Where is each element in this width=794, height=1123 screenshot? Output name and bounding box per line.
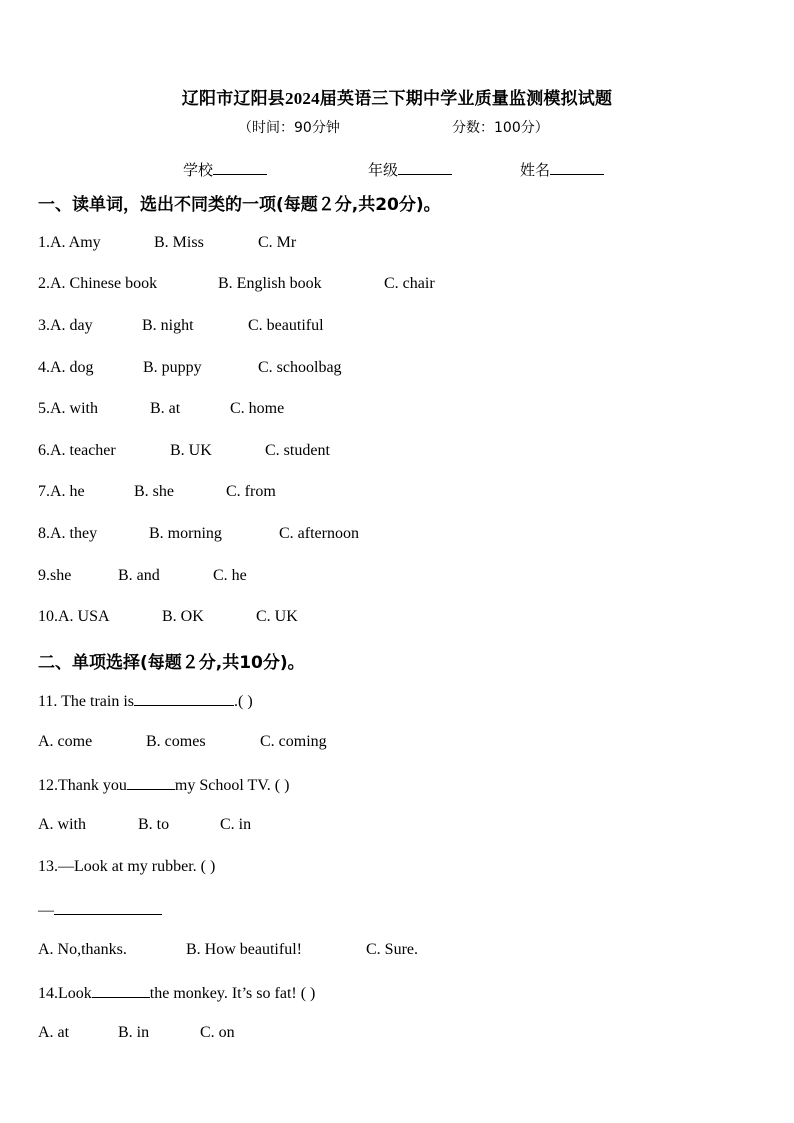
option-a: A. Amy bbox=[50, 234, 101, 251]
option-a: A. dog bbox=[50, 359, 94, 376]
option-a: A. they bbox=[50, 525, 98, 542]
option-c: C. Mr bbox=[258, 234, 297, 251]
question-13-answer-line bbox=[38, 898, 162, 920]
option-b: B. UK bbox=[170, 442, 212, 459]
option-c: C. he bbox=[213, 567, 247, 584]
q14-stem-end: the monkey. It’s so fat! ( ) bbox=[149, 985, 316, 1002]
q12-stem-start: 12.Thank you bbox=[38, 777, 127, 794]
exam-time: （时间：90分钟 bbox=[238, 120, 340, 136]
option-c: C. in bbox=[220, 816, 252, 833]
question-3 bbox=[38, 315, 324, 337]
option-b: B. night bbox=[142, 317, 194, 334]
option-c: C. chair bbox=[384, 275, 435, 292]
q-num: 3. bbox=[38, 317, 50, 334]
q-num: 4. bbox=[38, 359, 50, 376]
q14-stem-start: 14.Look bbox=[38, 985, 92, 1002]
q-num: 6. bbox=[38, 442, 50, 459]
option-b: B. she bbox=[134, 483, 174, 500]
q14-blank[interactable] bbox=[92, 981, 150, 998]
school-field bbox=[183, 159, 267, 180]
exam-score: 分数：100分） bbox=[452, 120, 549, 136]
option-a: A. teacher bbox=[50, 442, 116, 459]
question-2 bbox=[38, 273, 435, 295]
q11-stem-end: .( ) bbox=[233, 693, 253, 710]
q13-dash: — bbox=[38, 902, 54, 919]
option-a: A. at bbox=[38, 1024, 70, 1041]
option-b: B. How beautiful! bbox=[186, 941, 302, 958]
option-a: A. day bbox=[50, 317, 93, 334]
question-5 bbox=[38, 398, 284, 420]
option-a: A. No,thanks. bbox=[38, 941, 127, 958]
question-14-stem bbox=[38, 981, 315, 1003]
option-a: she bbox=[50, 567, 72, 584]
q11-stem-start: 11. The train is bbox=[38, 693, 134, 710]
option-b: B. OK bbox=[162, 608, 204, 625]
q-num: 1. bbox=[38, 234, 50, 251]
section-1-heading: 一、读单词，选出不同类的一项(每题２分,共20分)。 bbox=[38, 195, 441, 215]
name-field bbox=[520, 159, 604, 180]
option-c: C. beautiful bbox=[248, 317, 324, 334]
option-a: A. come bbox=[38, 733, 93, 750]
option-c: C. home bbox=[230, 400, 285, 417]
name-label: 姓名 bbox=[520, 161, 551, 179]
question-8 bbox=[38, 523, 359, 545]
option-b: B. comes bbox=[146, 733, 206, 750]
option-b: B. and bbox=[118, 567, 160, 584]
name-blank[interactable] bbox=[550, 160, 604, 175]
question-1 bbox=[38, 232, 296, 254]
option-c: C. UK bbox=[256, 608, 298, 625]
option-b: B. at bbox=[150, 400, 181, 417]
grade-field bbox=[368, 159, 452, 180]
option-b: B. to bbox=[138, 816, 170, 833]
grade-blank[interactable] bbox=[398, 160, 452, 175]
question-13-stem: 13.—Look at my rubber. ( ) bbox=[38, 858, 216, 875]
option-c: C. schoolbag bbox=[258, 359, 342, 376]
q11-blank[interactable] bbox=[134, 689, 234, 706]
question-11-options bbox=[38, 731, 327, 753]
question-14-options bbox=[38, 1022, 235, 1044]
option-b: B. English book bbox=[218, 275, 322, 292]
question-12-stem bbox=[38, 773, 289, 795]
q-num: 10. bbox=[38, 608, 58, 625]
section-2-heading: 二、单项选择(每题２分,共10分)。 bbox=[38, 653, 305, 673]
question-4 bbox=[38, 357, 342, 379]
option-a: A. Chinese book bbox=[50, 275, 158, 292]
question-6 bbox=[38, 440, 330, 462]
option-c: C. afternoon bbox=[279, 525, 359, 542]
option-c: C. student bbox=[265, 442, 330, 459]
exam-title: 辽阳市辽阳县2024届英语三下期中学业质量监测模拟试题 bbox=[181, 89, 613, 108]
question-10 bbox=[38, 606, 298, 628]
q-num: 5. bbox=[38, 400, 50, 417]
q-num: 9. bbox=[38, 567, 50, 584]
question-9 bbox=[38, 565, 247, 587]
school-blank[interactable] bbox=[213, 160, 267, 175]
q-num: 7. bbox=[38, 483, 50, 500]
school-label: 学校 bbox=[183, 161, 214, 179]
option-b: B. puppy bbox=[143, 359, 202, 376]
option-a: A. he bbox=[50, 483, 85, 500]
q13-blank[interactable] bbox=[54, 898, 162, 915]
option-b: B. in bbox=[118, 1024, 150, 1041]
option-c: C. on bbox=[200, 1024, 235, 1041]
option-a: A. USA bbox=[58, 608, 110, 625]
option-a: A. with bbox=[50, 400, 98, 417]
question-12-options bbox=[38, 814, 251, 836]
q-num: 2. bbox=[38, 275, 50, 292]
option-c: C. coming bbox=[260, 733, 327, 750]
option-b: B. Miss bbox=[154, 234, 204, 251]
option-b: B. morning bbox=[149, 525, 222, 542]
q12-stem-end: my School TV. ( ) bbox=[174, 777, 290, 794]
question-13-options bbox=[38, 939, 418, 961]
option-c: C. from bbox=[226, 483, 276, 500]
question-11-stem bbox=[38, 689, 253, 711]
grade-label: 年级 bbox=[368, 161, 399, 179]
q-num: 8. bbox=[38, 525, 50, 542]
question-7 bbox=[38, 481, 276, 503]
option-a: A. with bbox=[38, 816, 86, 833]
q12-blank[interactable] bbox=[127, 773, 175, 790]
option-c: C. Sure. bbox=[366, 941, 418, 958]
